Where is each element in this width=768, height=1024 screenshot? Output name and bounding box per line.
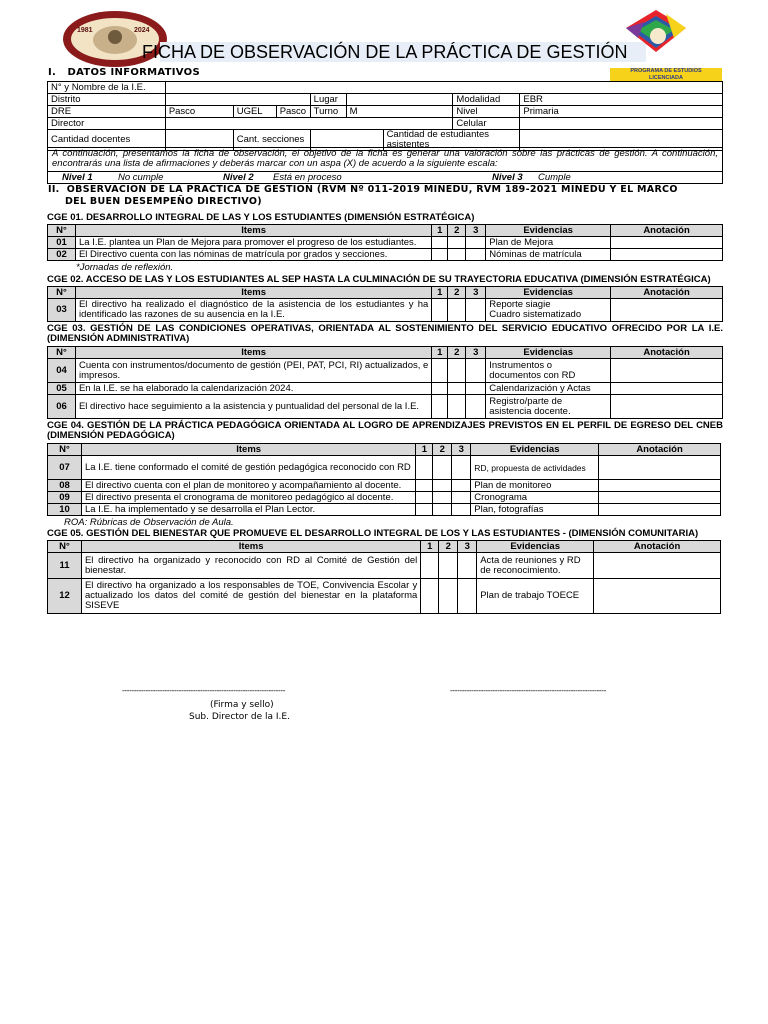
page-title: FICHA DE OBSERVACIÓN DE LA PRÁCTICA DE GESTIÓN xyxy=(142,42,628,62)
check-cell[interactable] xyxy=(432,249,448,261)
scale-level-1: Nivel 1 xyxy=(62,172,93,183)
anotacion-cell[interactable] xyxy=(599,456,721,480)
anotacion-cell[interactable] xyxy=(599,504,721,516)
check-cell[interactable] xyxy=(421,553,439,579)
label-secciones: Cant. secciones xyxy=(233,130,310,151)
program-logo-caption: PROGRAMA DE ESTUDIOS LICENCIADA xyxy=(610,68,722,81)
check-cell[interactable] xyxy=(433,456,452,480)
check-cell[interactable] xyxy=(448,395,466,419)
cge05-title: CGE 05. GESTIÓN DEL BIENESTAR QUE PROMUEVE EL DESARROLLO INTEGRAL DE LOS Y LAS ESTUDIANTES - (DIMENSIÓN COMUNITARIA) xyxy=(47,528,699,539)
scale-desc-3: Cumple xyxy=(538,172,571,183)
check-cell[interactable] xyxy=(458,553,477,579)
check-cell[interactable] xyxy=(416,480,433,492)
check-cell[interactable] xyxy=(439,553,458,579)
table-row: 02 El Directivo cuenta con las nóminas de matrícula por grados y secciones. Nóminas de matrícula xyxy=(48,249,723,261)
table-row: 11 El directivo ha organizado y reconocido con RD al Comité de Gestión del bienestar. Acta de reuniones y RD de reconocimiento. xyxy=(48,553,721,579)
check-cell[interactable] xyxy=(433,504,452,516)
table-row: 09 El directivo presenta el cronograma de monitoreo pedagógico al docente. Cronograma xyxy=(48,492,721,504)
check-cell[interactable] xyxy=(466,395,486,419)
table-row: 12 El directivo ha organizado a los responsables de TOE, Convivencia Escolar y actualizado los datos del comité de gestión del bienestar en la plataforma SISEVE Plan de trabajo TOECE xyxy=(48,579,721,614)
col-num: N° xyxy=(48,225,76,237)
table-row: 01 La I.E. plantea un Plan de Mejora para promover el progreso de los estudiantes. Plan de Mejora xyxy=(48,237,723,249)
check-cell[interactable] xyxy=(433,480,452,492)
field-turno[interactable]: M xyxy=(346,106,453,118)
check-cell[interactable] xyxy=(432,383,448,395)
scale-desc-1: No cumple xyxy=(118,172,164,183)
label-director: Director xyxy=(48,118,166,130)
anotacion-cell[interactable] xyxy=(599,492,721,504)
signature-line-right: ------------------------------------------------------------------ xyxy=(450,686,607,695)
anotacion-cell[interactable] xyxy=(611,299,723,322)
check-cell[interactable] xyxy=(452,456,471,480)
col-3: 3 xyxy=(466,225,486,237)
logo-year-right: 2024 xyxy=(134,27,150,34)
anotacion-cell[interactable] xyxy=(611,359,723,383)
check-cell[interactable] xyxy=(432,395,448,419)
cge02-title: CGE 02. ACCESO DE LAS Y LOS ESTUDIANTES AL SEP HASTA LA CULMINACIÓN DE SU TRAYECTORIA EDUCATIVA (DIMENSIÓN ESTRATÉGICA) xyxy=(47,274,711,285)
check-cell[interactable] xyxy=(466,359,486,383)
table-row: 08 El directivo cuenta con el plan de monitoreo y acompañamiento al docente. Plan de monitoreo xyxy=(48,480,721,492)
check-cell[interactable] xyxy=(432,237,448,249)
signature-line-left: --------------------------------------------------------------------- xyxy=(122,686,286,695)
check-cell[interactable] xyxy=(448,383,466,395)
signature-label-2: Sub. Director de la I.E. xyxy=(189,712,290,722)
field-ie[interactable] xyxy=(165,82,722,94)
check-cell[interactable] xyxy=(466,383,486,395)
scale-level-2: Nivel 2 xyxy=(223,172,254,183)
check-cell[interactable] xyxy=(416,492,433,504)
field-modalidad[interactable]: EBR xyxy=(520,94,723,106)
col-2: 2 xyxy=(448,225,466,237)
check-cell[interactable] xyxy=(416,504,433,516)
intro-text: A continuación, presentamos la ficha de observación, el objetivo de la ficha es generar una valoración sobre las prácticas de gestión. A continuación, encontrarás una lista de afirmaciones y deberás marcar con un aspa (X) de acuerdo a la siguiente escala: xyxy=(52,148,718,169)
label-distrito: Distrito xyxy=(48,94,166,106)
field-ugel[interactable]: Pasco xyxy=(276,106,310,118)
col-items: Items xyxy=(75,225,431,237)
anotacion-cell[interactable] xyxy=(611,237,723,249)
logo-year-left: 1981 xyxy=(77,27,93,34)
anotacion-cell[interactable] xyxy=(599,480,721,492)
label-ugel: UGEL xyxy=(233,106,276,118)
label-turno: Turno xyxy=(310,106,346,118)
check-cell[interactable] xyxy=(452,504,471,516)
table-row: 05 En la I.E. se ha elaborado la calendarización 2024. Calendarización y Actas xyxy=(48,383,723,395)
cge04-title: CGE 04. GESTIÓN DE LA PRÁCTICA PEDAGÓGICA ORIENTADA AL LOGRO DE APRENDIZAJES PREVISTOS EN EL PERFIL DE EGRESO DEL CNEB (DIMENSIÓN PEDAGÓGICA) xyxy=(47,420,723,441)
cge01-note: *Jornadas de reflexión. xyxy=(76,262,174,273)
table-row: 06 El directivo hace seguimiento a la asistencia y puntualidad del personal de la I.E. Registro/parte de asistencia docente. xyxy=(48,395,723,419)
check-cell[interactable] xyxy=(452,492,471,504)
check-cell[interactable] xyxy=(416,456,433,480)
intro-box xyxy=(47,147,723,184)
scale-level-3: Nivel 3 xyxy=(492,172,523,183)
col-anotacion: Anotación xyxy=(611,225,723,237)
field-distrito[interactable] xyxy=(165,94,310,106)
cge02-table: N° Items 1 2 3 Evidencias Anotación 03 El directivo ha realizado el diagnóstico de la asistencia de los estudiantes y ha identificado las razones de su ausencia en la I.E. Reporte siagie Cuadro sistematizado xyxy=(47,286,723,322)
cge01-title: CGE 01. DESARROLLO INTEGRAL DE LAS Y LOS ESTUDIANTES (DIMENSIÓN ESTRATÉGICA) xyxy=(47,212,475,223)
datos-informativos-table xyxy=(47,81,723,151)
check-cell[interactable] xyxy=(421,579,439,614)
label-celular: Celular xyxy=(453,118,520,130)
check-cell[interactable] xyxy=(433,492,452,504)
field-celular[interactable] xyxy=(520,118,723,130)
anotacion-cell[interactable] xyxy=(594,579,721,614)
check-cell[interactable] xyxy=(458,579,477,614)
label-lugar: Lugar xyxy=(310,94,346,106)
cge01-table xyxy=(47,224,723,261)
cge04-table: N° Items 1 2 3 Evidencias Anotación 07 La I.E. tiene conformado el comité de gestión pedagógica reconocido con RD RD, propuesta de actividades 08 El directivo cuenta con el plan de monitoreo y acompañamiento al docente. Plan de monitoreo 09 El directivo presenta el cronograma de monitoreo pedagógico al docente. Cronograma 10 La I.E. ha implementado y se desarrolla el Plan Lector. Plan, fotografías xyxy=(47,443,721,516)
check-cell[interactable] xyxy=(466,249,486,261)
scale-row xyxy=(48,171,722,183)
check-cell[interactable] xyxy=(452,480,471,492)
cge05-table: N° Items 1 2 3 Evidencias Anotación 11 El directivo ha organizado y reconocido con RD al Comité de Gestión del bienestar. Acta de reuniones y RD de reconocimiento. 12 El directivo ha organizado a los responsables de TOE, Convivencia Escolar y actualizado los datos del comité de gestión del bienestar en la plataforma SISEVE Plan de trabajo TOECE xyxy=(47,540,721,614)
section-title-datos: I. DATOS INFORMATIVOS xyxy=(48,67,200,78)
label-asistentes: Cantidad de estudiantes asistentes xyxy=(383,130,520,151)
field-lugar[interactable] xyxy=(346,94,453,106)
col-evidencias: Evidencias xyxy=(486,225,611,237)
check-cell[interactable] xyxy=(466,237,486,249)
scale-desc-2: Está en proceso xyxy=(273,172,342,183)
label-docentes: Cantidad docentes xyxy=(48,130,166,151)
cge04-note: ROA: Rúbricas de Observación de Aula. xyxy=(64,517,234,528)
field-director[interactable] xyxy=(165,118,453,130)
table-row: 07 La I.E. tiene conformado el comité de gestión pedagógica reconocido con RD RD, propuesta de actividades xyxy=(48,456,721,480)
section-title-observacion-2: DEL BUEN DESEMPEÑO DIRECTIVO) xyxy=(65,196,262,207)
anotacion-cell[interactable] xyxy=(611,383,723,395)
table-row: 10 La I.E. ha implementado y se desarrolla el Plan Lector. Plan, fotografías xyxy=(48,504,721,516)
anotacion-cell[interactable] xyxy=(611,249,723,261)
table-row: 03 El directivo ha realizado el diagnóstico de la asistencia de los estudiantes y ha identificado las razones de su ausencia en la I.E. Reporte siagie Cuadro sistematizado xyxy=(48,299,723,322)
label-dre: DRE xyxy=(48,106,166,118)
field-nivel[interactable]: Primaria xyxy=(520,106,723,118)
check-cell[interactable] xyxy=(448,237,466,249)
program-logo xyxy=(608,8,724,82)
col-1: 1 xyxy=(432,225,448,237)
check-cell[interactable] xyxy=(439,579,458,614)
check-cell[interactable] xyxy=(432,299,448,322)
check-cell[interactable] xyxy=(466,299,486,322)
cge03-title: CGE 03. GESTIÓN DE LAS CONDICIONES OPERATIVAS, ORIENTADA AL SOSTENIMIENTO DEL SERVICIO EDUCATIVO OFRECIDO POR LA I.E. (DIMENSIÓN ADMINISTRATIVA) xyxy=(47,323,723,344)
anotacion-cell[interactable] xyxy=(611,395,723,419)
anotacion-cell[interactable] xyxy=(594,553,721,579)
check-cell[interactable] xyxy=(448,249,466,261)
label-modalidad: Modalidad xyxy=(453,94,520,106)
field-dre[interactable]: Pasco xyxy=(165,106,233,118)
section-title-observacion: II. OBSERVACION DE LA PRACTICA DE GESTION (RVM Nº 011-2019 MINEDU, RVM 189-2021 MINEDU Y EL MARCO xyxy=(48,184,678,195)
label-nivel: Nivel xyxy=(453,106,520,118)
check-cell[interactable] xyxy=(432,359,448,383)
table-row: 04 Cuenta con instrumentos/documento de gestión (PEI, PAT, PCI, RI) actualizados, e impresos. Instrumentos o documentos con RD xyxy=(48,359,723,383)
check-cell[interactable] xyxy=(448,299,466,322)
signature-label-1: (Firma y sello) xyxy=(210,700,274,710)
check-cell[interactable] xyxy=(448,359,466,383)
cge03-table: N° Items 1 2 3 Evidencias Anotación 04 Cuenta con instrumentos/documento de gestión (PEI, PAT, PCI, RI) actualizados, e impresos. Instrumentos o documentos con RD 05 En la I.E. se ha elaborado la calendarización 2024. Calendarización y Actas 06 El directivo hace seguimiento a la asistencia y puntualidad del personal de la I.E. Registro/parte de asistencia docente. xyxy=(47,346,723,419)
label-ie: N° y Nombre de la I.E. xyxy=(48,82,166,94)
